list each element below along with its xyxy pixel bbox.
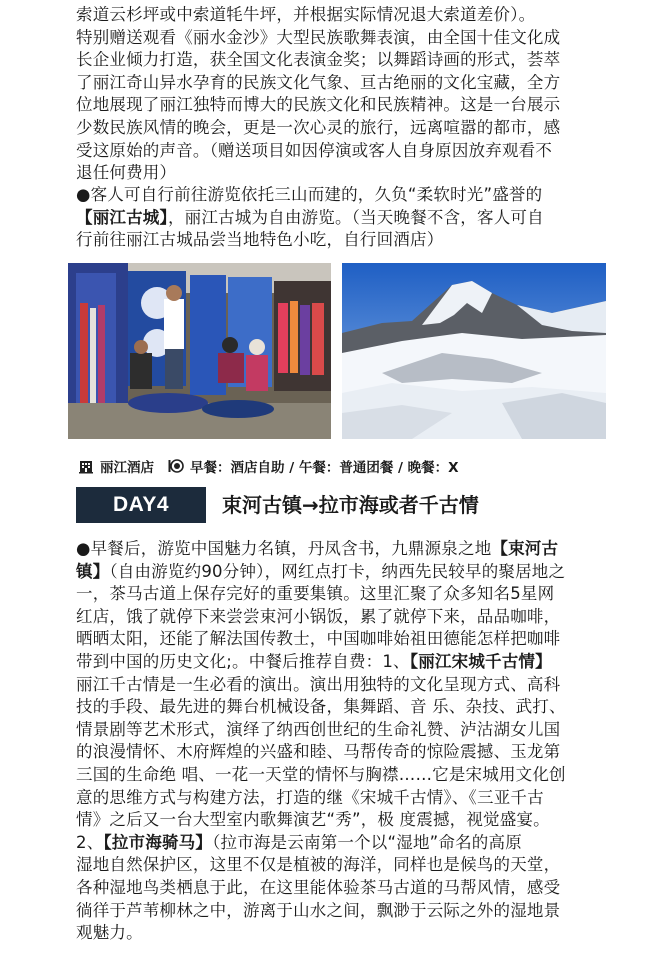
highlight-lashihai: 【拉市海骑马】: [103, 832, 213, 852]
highlight-songcheng: 【丽江宋城千古情】: [409, 651, 552, 671]
text-span: ●早餐后，游览中国魅力名镇，丹凤含书，九鼎源泉之地: [76, 539, 492, 558]
day-title: 束河古镇→拉市海或者千古情: [222, 493, 479, 517]
text-line: 长企业倾力打造，获全国文化表演金奖；以舞蹈诗画的形式，荟萃: [76, 50, 561, 70]
text-span: 2、: [76, 832, 104, 852]
photo-row: [68, 263, 606, 439]
text-span: （自由游览约90分钟），网红点打卡，纳西先民较早的聚居地之: [109, 561, 566, 581]
text-line: 徜徉于芦苇柳林之中，游离于山水之间，飘渺于云际之外的湿地景: [76, 900, 561, 920]
text-line: ●客人可自行前往游览依托三山而建的，久负“柔软时光”盛誉的: [76, 185, 543, 204]
text-line: 湿地自然保护区，这里不仅是植被的海洋，同样也是候鸟的天堂，: [76, 855, 561, 875]
text-line: 红店，饿了就停下来尝尝束河小锅饭，累了就停下来，品品咖啡，: [76, 606, 561, 626]
old-town-paragraph: [76, 184, 616, 252]
hotel-name: 丽江酒店: [100, 460, 154, 476]
text-line: 少数民族风情的晚会，更是一次心灵的旅行，远离喧嚣的都市，感: [76, 117, 561, 137]
text-line: 退任何费用）: [76, 163, 177, 183]
text-line: [76, 538, 616, 561]
text-line: 丽江千古情是一生必看的演出。演出用独特的文化呈现方式、高科: [76, 674, 561, 694]
text-line: 索道云杉坪或中索道牦牛坪，并根据实际情况退大索道差价）。: [76, 5, 536, 24]
text-line: 各种湿地鸟类栖息于此，在这里能体验茶马古道的马帮风情，感受: [76, 877, 561, 897]
text-line: [76, 832, 616, 855]
highlight-old-town: 【丽江古城】: [76, 207, 168, 227]
text-line: 行前往丽江古城品尝当地特色小吃，自行回酒店）: [76, 230, 444, 250]
hotel-icon: [78, 458, 94, 474]
text-line: [76, 651, 616, 674]
text-line: 情》之后又一台大型室内歌舞演艺“秀”，极 度震撼，视觉盛宴。: [76, 810, 550, 830]
meal-icon: [168, 458, 184, 474]
text-line: 三国的生命绝 唱、一花一天堂的情怀与胸襟……它是宋城用文化创: [76, 764, 566, 784]
text-line: 一，茶马古道上保存完好的重要集镇。这里汇聚了众多知名5星网: [76, 584, 555, 604]
text-line: 受这原始的声音。（赠送项目如因停演或客人自身原因放弃观看不: [76, 140, 553, 160]
text-line: 了丽江奇山异水孕育的民族文化气象、亘古绝丽的文化宝藏，全方: [76, 72, 561, 92]
text-line: 晒晒太阳，还能了解法国传教士，中国咖啡始祖田德能怎样把咖啡: [76, 629, 561, 649]
day-label: DAY4: [76, 487, 206, 523]
text-span: （拉市海是云南第一个以“湿地”命名的高原: [212, 832, 522, 852]
text-span: 带到中国的历史文化;。中餐后推荐自费：1、: [76, 651, 410, 671]
text-line: 的浪漫情怀、木府辉煌的兴盛和睦、马帮传奇的惊险震撼、玉龙第: [76, 742, 561, 762]
text-line: 情景剧等艺术形式，演绎了纳西创世纪的生命礼赞、泸沽湖女儿国: [76, 719, 561, 739]
text-line: 技的手段、最先进的舞台机械设备，集舞蹈、音 乐、杂技、武打、: [76, 697, 566, 717]
highlight-shuhe: 【束河古: [491, 539, 559, 558]
day4-paragraph: [76, 538, 616, 945]
meals-text: 早餐：酒店自助 / 午餐：普通团餐 / 晚餐：X: [190, 460, 459, 476]
snow-mountain-photo: [342, 263, 606, 439]
text-span: ，丽江古城为自由游览。（当天晚餐不含，客人可自: [167, 207, 544, 227]
text-line: 意的思维方式与构建方法，打造的继《宋城千古情》、《三亚千古: [76, 787, 544, 807]
accommodation-row: [78, 456, 618, 476]
market-photo: [68, 263, 331, 439]
text-line: 位地展现了丽江独特而博大的民族文化和民族精神。这是一台展示: [76, 95, 561, 115]
intro-paragraph: [76, 4, 616, 185]
text-line: 特别赠送观看《丽水金沙》大型民族歌舞表演，由全国十佳文化成: [76, 27, 561, 47]
text-line: [76, 561, 616, 584]
text-line: 观魅力。: [76, 923, 143, 943]
highlight-shuhe-cont: 镇】: [76, 561, 110, 581]
text-line: [76, 207, 616, 230]
